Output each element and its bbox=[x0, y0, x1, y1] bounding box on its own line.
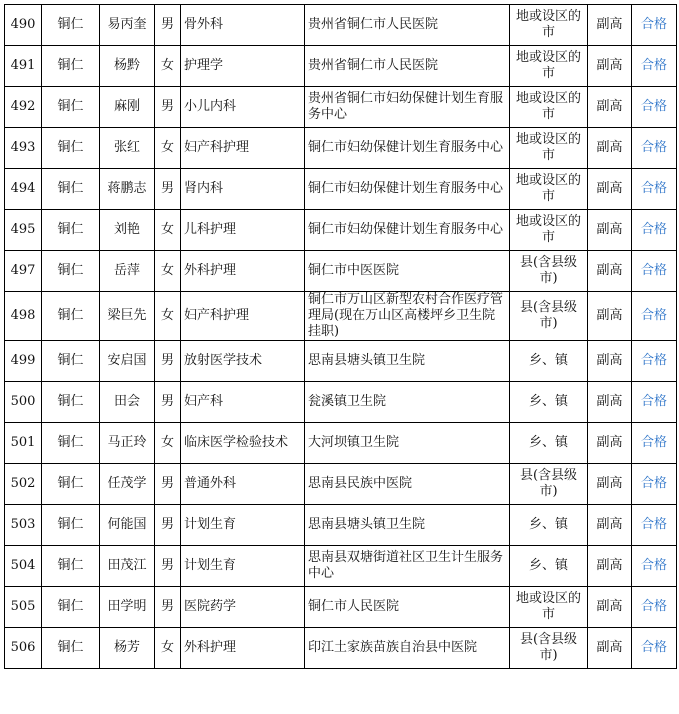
unit-level-cell: 地或设区的市 bbox=[510, 87, 588, 128]
unit-level-cell: 乡、镇 bbox=[510, 382, 588, 423]
person-name-cell: 田学明 bbox=[100, 587, 155, 628]
specialty-cell: 计划生育 bbox=[181, 546, 305, 587]
work-unit-cell: 印江土家族苗族自治县中医院 bbox=[305, 628, 510, 669]
table-row bbox=[5, 169, 677, 210]
table-row bbox=[5, 128, 677, 169]
unit-level-cell: 地或设区的市 bbox=[510, 5, 588, 46]
unit-level-cell: 地或设区的市 bbox=[510, 210, 588, 251]
unit-level-cell: 县(含县级市) bbox=[510, 628, 588, 669]
row-number-cell: 498 bbox=[5, 292, 42, 341]
sex-cell: 女 bbox=[155, 292, 181, 341]
region-cell: 铜仁 bbox=[42, 210, 100, 251]
specialty-cell: 医院药学 bbox=[181, 587, 305, 628]
work-unit-cell: 铜仁市妇幼保健计划生育服务中心 bbox=[305, 128, 510, 169]
table-row bbox=[5, 423, 677, 464]
sex-cell: 女 bbox=[155, 210, 181, 251]
title-level-cell: 副高 bbox=[588, 210, 632, 251]
table-row bbox=[5, 87, 677, 128]
sex-cell: 男 bbox=[155, 341, 181, 382]
region-cell: 铜仁 bbox=[42, 423, 100, 464]
region-cell: 铜仁 bbox=[42, 292, 100, 341]
title-level-cell: 副高 bbox=[588, 464, 632, 505]
result-cell: 合格 bbox=[632, 46, 677, 87]
table-row bbox=[5, 464, 677, 505]
unit-level-cell: 乡、镇 bbox=[510, 505, 588, 546]
sex-cell: 男 bbox=[155, 587, 181, 628]
sex-cell: 女 bbox=[155, 128, 181, 169]
sex-cell: 男 bbox=[155, 546, 181, 587]
result-cell: 合格 bbox=[632, 128, 677, 169]
sex-cell: 男 bbox=[155, 382, 181, 423]
person-name-cell: 岳萍 bbox=[100, 251, 155, 292]
region-cell: 铜仁 bbox=[42, 587, 100, 628]
specialty-cell: 肾内科 bbox=[181, 169, 305, 210]
region-cell: 铜仁 bbox=[42, 464, 100, 505]
specialty-cell: 妇产科护理 bbox=[181, 128, 305, 169]
result-cell: 合格 bbox=[632, 5, 677, 46]
region-cell: 铜仁 bbox=[42, 87, 100, 128]
title-level-cell: 副高 bbox=[588, 251, 632, 292]
specialty-cell: 妇产科 bbox=[181, 382, 305, 423]
result-cell: 合格 bbox=[632, 546, 677, 587]
person-name-cell: 何能国 bbox=[100, 505, 155, 546]
table-row bbox=[5, 382, 677, 423]
sex-cell: 男 bbox=[155, 464, 181, 505]
work-unit-cell: 贵州省铜仁市妇幼保健计划生育服务中心 bbox=[305, 87, 510, 128]
unit-level-cell: 县(含县级市) bbox=[510, 464, 588, 505]
specialty-cell: 儿科护理 bbox=[181, 210, 305, 251]
title-level-cell: 副高 bbox=[588, 382, 632, 423]
results-table bbox=[4, 4, 677, 669]
person-name-cell: 麻刚 bbox=[100, 87, 155, 128]
result-cell: 合格 bbox=[632, 628, 677, 669]
person-name-cell: 杨黔 bbox=[100, 46, 155, 87]
person-name-cell: 任茂学 bbox=[100, 464, 155, 505]
title-level-cell: 副高 bbox=[588, 505, 632, 546]
table-row bbox=[5, 210, 677, 251]
region-cell: 铜仁 bbox=[42, 169, 100, 210]
row-number-cell: 494 bbox=[5, 169, 42, 210]
table-row bbox=[5, 587, 677, 628]
work-unit-cell: 铜仁市中医医院 bbox=[305, 251, 510, 292]
person-name-cell: 马正玲 bbox=[100, 423, 155, 464]
result-cell: 合格 bbox=[632, 341, 677, 382]
result-cell: 合格 bbox=[632, 423, 677, 464]
row-number-cell: 491 bbox=[5, 46, 42, 87]
region-cell: 铜仁 bbox=[42, 628, 100, 669]
specialty-cell: 普通外科 bbox=[181, 464, 305, 505]
unit-level-cell: 县(含县级市) bbox=[510, 251, 588, 292]
sex-cell: 男 bbox=[155, 5, 181, 46]
work-unit-cell: 铜仁市万山区新型农村合作医疗管理局(现在万山区高楼坪乡卫生院挂职) bbox=[305, 292, 510, 341]
table-row bbox=[5, 5, 677, 46]
result-cell: 合格 bbox=[632, 292, 677, 341]
title-level-cell: 副高 bbox=[588, 423, 632, 464]
work-unit-cell: 铜仁市妇幼保健计划生育服务中心 bbox=[305, 169, 510, 210]
row-number-cell: 493 bbox=[5, 128, 42, 169]
title-level-cell: 副高 bbox=[588, 87, 632, 128]
result-cell: 合格 bbox=[632, 382, 677, 423]
row-number-cell: 499 bbox=[5, 341, 42, 382]
title-level-cell: 副高 bbox=[588, 587, 632, 628]
person-name-cell: 安启国 bbox=[100, 341, 155, 382]
region-cell: 铜仁 bbox=[42, 505, 100, 546]
region-cell: 铜仁 bbox=[42, 128, 100, 169]
table-row bbox=[5, 46, 677, 87]
specialty-cell: 放射医学技术 bbox=[181, 341, 305, 382]
row-number-cell: 500 bbox=[5, 382, 42, 423]
specialty-cell: 外科护理 bbox=[181, 251, 305, 292]
sex-cell: 男 bbox=[155, 505, 181, 546]
unit-level-cell: 乡、镇 bbox=[510, 423, 588, 464]
title-level-cell: 副高 bbox=[588, 628, 632, 669]
work-unit-cell: 瓮溪镇卫生院 bbox=[305, 382, 510, 423]
sex-cell: 男 bbox=[155, 169, 181, 210]
unit-level-cell: 地或设区的市 bbox=[510, 169, 588, 210]
unit-level-cell: 县(含县级市) bbox=[510, 292, 588, 341]
row-number-cell: 503 bbox=[5, 505, 42, 546]
region-cell: 铜仁 bbox=[42, 546, 100, 587]
result-cell: 合格 bbox=[632, 505, 677, 546]
person-name-cell: 刘艳 bbox=[100, 210, 155, 251]
row-number-cell: 495 bbox=[5, 210, 42, 251]
specialty-cell: 护理学 bbox=[181, 46, 305, 87]
result-cell: 合格 bbox=[632, 87, 677, 128]
sex-cell: 女 bbox=[155, 46, 181, 87]
sex-cell: 男 bbox=[155, 87, 181, 128]
row-number-cell: 504 bbox=[5, 546, 42, 587]
row-number-cell: 501 bbox=[5, 423, 42, 464]
person-name-cell: 梁巨先 bbox=[100, 292, 155, 341]
work-unit-cell: 铜仁市人民医院 bbox=[305, 587, 510, 628]
unit-level-cell: 乡、镇 bbox=[510, 341, 588, 382]
title-level-cell: 副高 bbox=[588, 46, 632, 87]
person-name-cell: 蒋鹏志 bbox=[100, 169, 155, 210]
unit-level-cell: 地或设区的市 bbox=[510, 587, 588, 628]
work-unit-cell: 思南县塘头镇卫生院 bbox=[305, 505, 510, 546]
specialty-cell: 外科护理 bbox=[181, 628, 305, 669]
work-unit-cell: 铜仁市妇幼保健计划生育服务中心 bbox=[305, 210, 510, 251]
work-unit-cell: 思南县塘头镇卫生院 bbox=[305, 341, 510, 382]
region-cell: 铜仁 bbox=[42, 341, 100, 382]
table-row bbox=[5, 505, 677, 546]
region-cell: 铜仁 bbox=[42, 46, 100, 87]
work-unit-cell: 大河坝镇卫生院 bbox=[305, 423, 510, 464]
result-cell: 合格 bbox=[632, 210, 677, 251]
title-level-cell: 副高 bbox=[588, 169, 632, 210]
row-number-cell: 502 bbox=[5, 464, 42, 505]
person-name-cell: 杨芳 bbox=[100, 628, 155, 669]
table-row bbox=[5, 251, 677, 292]
work-unit-cell: 贵州省铜仁市人民医院 bbox=[305, 5, 510, 46]
row-number-cell: 492 bbox=[5, 87, 42, 128]
results-table-body bbox=[5, 5, 677, 669]
person-name-cell: 易丙奎 bbox=[100, 5, 155, 46]
region-cell: 铜仁 bbox=[42, 251, 100, 292]
specialty-cell: 计划生育 bbox=[181, 505, 305, 546]
person-name-cell: 张红 bbox=[100, 128, 155, 169]
row-number-cell: 506 bbox=[5, 628, 42, 669]
region-cell: 铜仁 bbox=[42, 5, 100, 46]
work-unit-cell: 思南县双塘街道社区卫生计生服务中心 bbox=[305, 546, 510, 587]
title-level-cell: 副高 bbox=[588, 292, 632, 341]
unit-level-cell: 地或设区的市 bbox=[510, 46, 588, 87]
sex-cell: 女 bbox=[155, 251, 181, 292]
result-cell: 合格 bbox=[632, 587, 677, 628]
row-number-cell: 490 bbox=[5, 5, 42, 46]
table-row bbox=[5, 546, 677, 587]
result-cell: 合格 bbox=[632, 464, 677, 505]
row-number-cell: 505 bbox=[5, 587, 42, 628]
table-row bbox=[5, 628, 677, 669]
title-level-cell: 副高 bbox=[588, 5, 632, 46]
title-level-cell: 副高 bbox=[588, 128, 632, 169]
table-row bbox=[5, 341, 677, 382]
specialty-cell: 骨外科 bbox=[181, 5, 305, 46]
row-number-cell: 497 bbox=[5, 251, 42, 292]
sex-cell: 女 bbox=[155, 423, 181, 464]
specialty-cell: 妇产科护理 bbox=[181, 292, 305, 341]
result-cell: 合格 bbox=[632, 251, 677, 292]
sex-cell: 女 bbox=[155, 628, 181, 669]
region-cell: 铜仁 bbox=[42, 382, 100, 423]
table-row bbox=[5, 292, 677, 341]
person-name-cell: 田茂江 bbox=[100, 546, 155, 587]
work-unit-cell: 贵州省铜仁市人民医院 bbox=[305, 46, 510, 87]
unit-level-cell: 地或设区的市 bbox=[510, 128, 588, 169]
title-level-cell: 副高 bbox=[588, 546, 632, 587]
result-cell: 合格 bbox=[632, 169, 677, 210]
title-level-cell: 副高 bbox=[588, 341, 632, 382]
specialty-cell: 小儿内科 bbox=[181, 87, 305, 128]
person-name-cell: 田会 bbox=[100, 382, 155, 423]
work-unit-cell: 思南县民族中医院 bbox=[305, 464, 510, 505]
specialty-cell: 临床医学检验技术 bbox=[181, 423, 305, 464]
unit-level-cell: 乡、镇 bbox=[510, 546, 588, 587]
